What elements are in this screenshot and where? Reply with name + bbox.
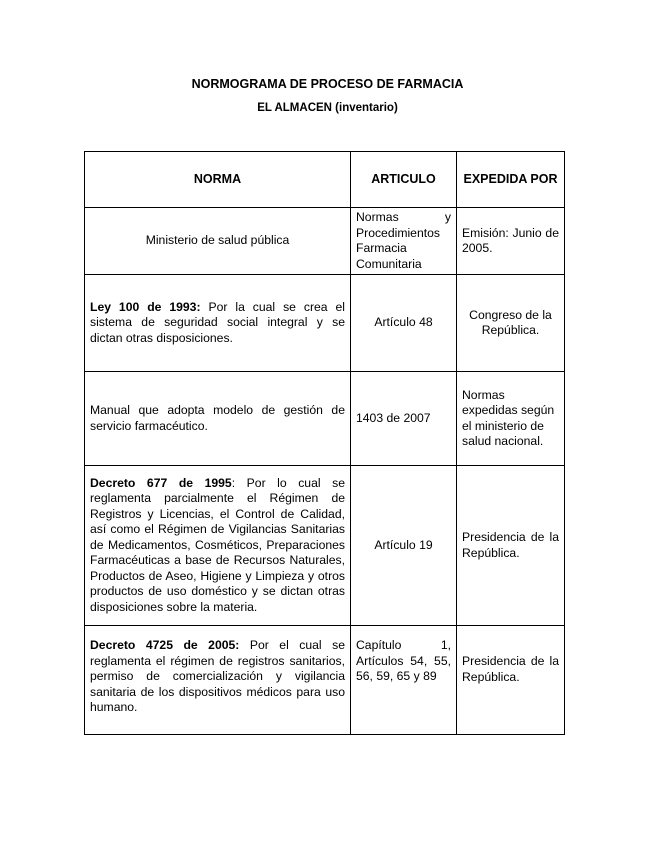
document-subtitle: EL ALMACEN (inventario) [257, 102, 398, 114]
expedida-cell: Presidencia de la República. [457, 466, 565, 626]
norma-cell [85, 372, 351, 466]
table-row [85, 372, 565, 466]
norma-text: Por la cual se crea el sistema de seguridad social integral y se dictan otras disposiciones. [90, 299, 345, 345]
norma-bold: Ley 100 de 1993: [90, 299, 201, 314]
norma-cell [85, 626, 351, 735]
table-row [85, 626, 565, 735]
expedida-cell: Congreso de la República. [457, 275, 565, 372]
header-articulo: ARTICULO [351, 152, 457, 208]
norma-bold: Decreto 4725 de 2005: [90, 638, 240, 652]
table-row [85, 466, 565, 626]
articulo-cell: Capítulo 1, Artículos 54, 55, 56, 59, 65 y 89 [351, 626, 457, 735]
expedida-cell: Normas expedidas según el ministerio de salud nacional. [457, 372, 565, 466]
header-expedida: EXPEDIDA POR [457, 152, 565, 208]
table-header-row [85, 152, 565, 208]
norma-bold: Decreto 677 de 1995 [90, 475, 232, 490]
norma-cell [85, 275, 351, 372]
header-norma: NORMA [85, 152, 351, 208]
normograma-table [84, 151, 565, 735]
articulo-cell: Normas y Procedimientos Farmacia Comunitaria [351, 208, 457, 275]
norma-cell [85, 208, 351, 275]
table-row [85, 208, 565, 275]
norma-text: Por el cual se reglamenta el régimen de registros sanitarios, permiso de comercialización y vigilancia sanitaria de los dispositivos médicos para uso humano. [90, 638, 345, 714]
norma-text: Manual que adopta modelo de gestión de servicio farmacéutico. [90, 403, 345, 433]
articulo-cell: Artículo 48 [351, 275, 457, 372]
articulo-cell: 1403 de 2007 [351, 372, 457, 466]
articulo-cell: Artículo 19 [351, 466, 457, 626]
norma-cell [85, 466, 351, 626]
table-row [85, 275, 565, 372]
expedida-cell: Emisión: Junio de 2005. [457, 208, 565, 275]
norma-text: : Por lo cual se reglamenta parcialmente el Régimen de Registros y Licencias, el Control de Calidad, así como el Régimen de Vigilancias Sanitarias de Medicamentos, Cosméticos, Preparaciones Farmacéuticas a base de Recursos Naturales, Productos de Aseo, Higiene y Limpieza y otros productos de uso doméstico y se dictan otras disposiciones sobre la materia. [90, 475, 345, 614]
expedida-cell: Presidencia de la República. [457, 626, 565, 735]
norma-text: Ministerio de salud pública [145, 233, 290, 248]
document-title: NORMOGRAMA DE PROCESO DE FARMACIA [191, 77, 464, 91]
